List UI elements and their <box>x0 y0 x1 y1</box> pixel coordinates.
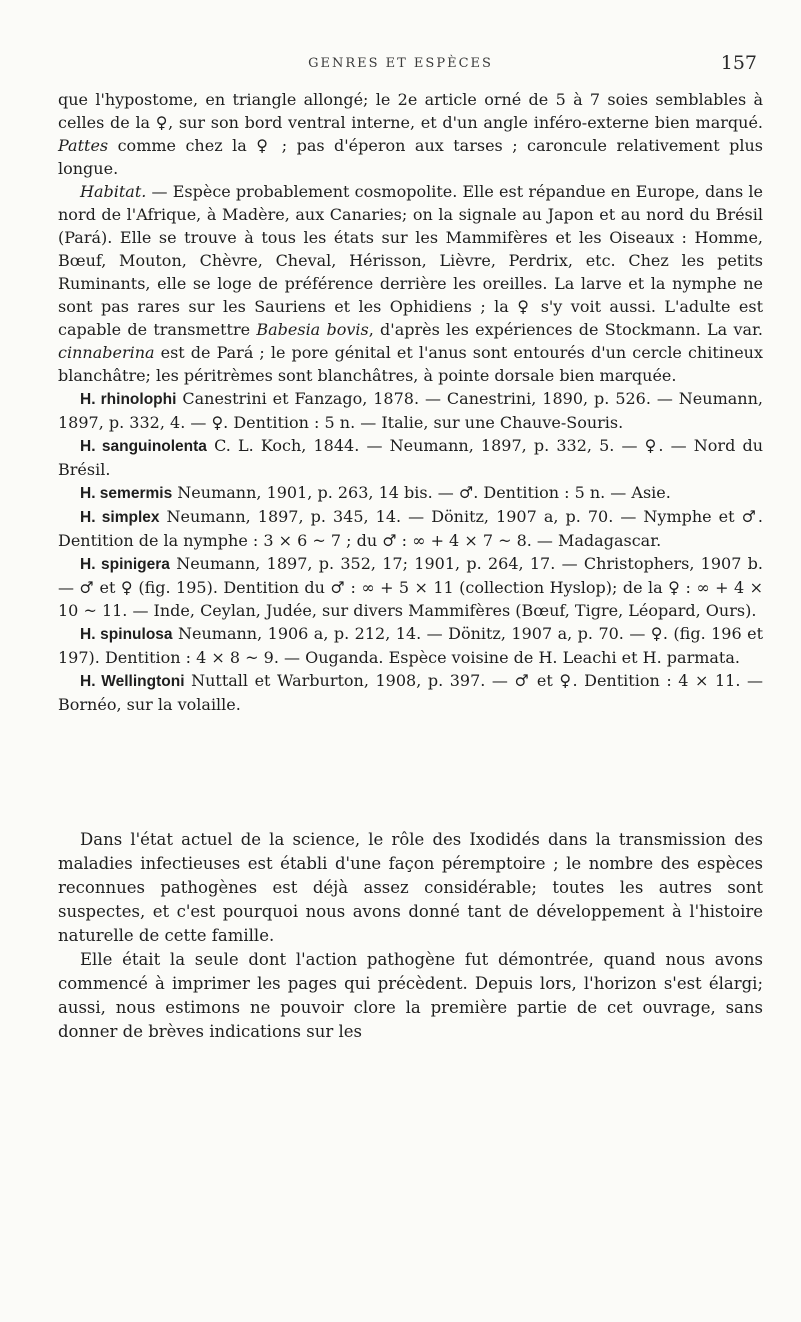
species-text: C. L. Koch, 1844. — Neumann, 1897, p. 332, 5. — ♀. — Nord du Brésil. <box>58 436 764 479</box>
page-header <box>0 52 801 80</box>
habitat-label: Habitat. <box>80 182 147 201</box>
species-entry <box>58 622 763 669</box>
species-name: H. simplex <box>80 509 160 526</box>
species-entry <box>58 552 763 622</box>
habitat-paragraph <box>58 180 763 387</box>
running-head: GENRES ET ESPÈCES <box>308 56 493 71</box>
paragraph-text: — Espèce probablement cosmopolite. Elle est répandue en Europe, dans le nord de l'Afrique, à Madère, aux Canaries; on la signale au Japon et au nord du Brésil (Pará). Elle se trouve à tous les états sur les Mammifères et les Oiseaux : Homme, Bœuf, Mouton, Chèvre, Cheval, Hérisson, Lièvre, Perdrix, etc. Chez les petits Ruminants, elle se loge de préférence derrière les oreilles. La larve et la nymphe ne sont pas rares sur les Sauriens et les Ophidiens ; la ♀ s'y voit aussi. L'adulte est capable de transmettre <box>58 182 763 339</box>
closing-paragraph: Dans l'état actuel de la science, le rôle des Ixodidés dans la transmission des maladies infectieuses est établi d'une façon péremptoire ; le nombre des espèces reconnues pathogènes est déjà assez considérable; toutes les autres sont suspectes, et c'est pourquoi nous avons donné tant de développement à l'histoire naturelle de cette famille. <box>58 830 763 945</box>
species-entry <box>58 434 763 481</box>
species-list <box>58 387 763 716</box>
species-entry <box>58 481 763 505</box>
species-name: H. Wellingtoni <box>80 673 185 690</box>
paragraph-text: , d'après les expériences de Stockmann. La var. <box>368 320 764 339</box>
section-gap <box>58 716 763 828</box>
page-body <box>58 88 763 1044</box>
species-text: Nuttall et Warburton, 1908, p. 397. — ♂ et ♀. Dentition : 4 × 11. — Bornéo, sur la volaille. <box>58 671 763 714</box>
species-text: Neumann, 1897, p. 352, 17; 1901, p. 264, 17. — Christophers, 1907 b. — ♂ et ♀ (fig. 195). Dentition du ♂ : ∞ + 5 × 11 (collection Hyslop); de la ♀ : ∞ + 4 × 10 ~ 11. — Inde, Ceylan, Judée, sur divers Mammifères (Bœuf, Tigre, Léopard, Ours). <box>58 554 764 620</box>
species-text: Neumann, 1906 a, p. 212, 14. — Dönitz, 1907 a, p. 70. — ♀. (fig. 196 et 197). Dentition : 4 × 8 ~ 9. — Ouganda. Espèce voisine de H. Leachi et H. parmata. <box>58 624 764 667</box>
species-name: H. sanguinolenta <box>80 438 207 455</box>
species-text: Neumann, 1897, p. 345, 14. — Dönitz, 1907 a, p. 70. — Nymphe et ♂. Dentition de la nymphe : 3 × 6 ~ 7 ; du ♂ : ∞ + 4 × 7 ~ 8. — Madagascar. <box>58 507 763 550</box>
paragraph-text: est de Pará ; le pore génital et l'anus sont entourés d'un cercle chitineux blanchâtre; les péritrèmes sont blanchâtres, à pointe dorsale bien marquée. <box>58 343 764 385</box>
species-name: H. spinulosa <box>80 626 173 643</box>
paragraph-text: comme chez la ♀ ; pas d'éperon aux tarses ; caroncule relativement plus longue. <box>58 136 763 178</box>
continuation-paragraph <box>58 88 763 180</box>
italic-term: Babesia bovis <box>256 320 369 339</box>
species-text: Canestrini et Fanzago, 1878. — Canestrini, 1890, p. 526. — Neumann, 1897, p. 332, 4. — ♀. Dentition : 5 n. — Italie, sur une Chauve-Souris. <box>58 389 763 432</box>
closing-section <box>58 828 763 1044</box>
species-name: H. semermis <box>80 485 173 502</box>
italic-term: cinnaberina <box>58 343 155 362</box>
species-name: H. rhinolophi <box>80 391 177 408</box>
species-entry <box>58 505 763 552</box>
page-number: 157 <box>720 52 757 74</box>
species-entry <box>58 387 763 434</box>
species-entry <box>58 669 763 716</box>
species-name: H. spinigera <box>80 556 170 573</box>
species-text: Neumann, 1901, p. 263, 14 bis. — ♂. Dentition : 5 n. — Asie. <box>177 483 671 502</box>
italic-term: Pattes <box>58 136 109 155</box>
paragraph-text: que l'hypostome, en triangle allongé; le 2e article orné de 5 à 7 soies semblables à celles de la ♀, sur son bord ventral interne, et d'un angle inféro-externe bien marqué. <box>58 90 763 132</box>
closing-paragraph: Elle était la seule dont l'action pathogène fut démontrée, quand nous avons commencé à imprimer les pages qui précèdent. Depuis lors, l'horizon s'est élargi; aussi, nous estimons ne pouvoir clore la première partie de cet ouvrage, sans donner de brèves indications sur les <box>58 950 763 1041</box>
